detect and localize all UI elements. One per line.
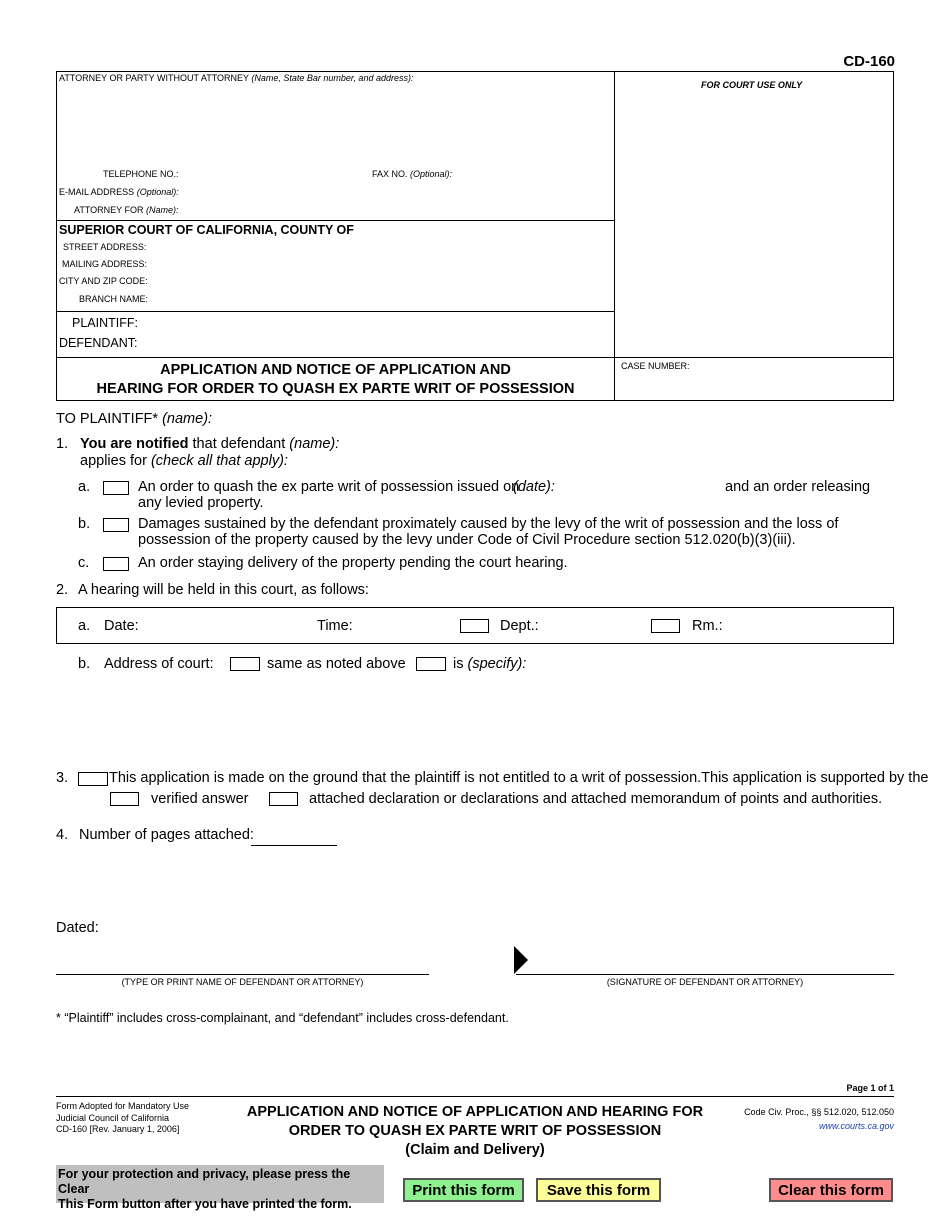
footnote: * “Plaintiff” includes cross-complainant, and “defendant” includes cross-defendant. bbox=[56, 1011, 509, 1025]
item1c-label: c. bbox=[78, 555, 90, 571]
item3-num: 3. bbox=[56, 770, 69, 786]
attorney-label: ATTORNEY OR PARTY WITHOUT ATTORNEY (Name, State Bar number, and address): bbox=[59, 73, 414, 83]
code-block: Code Civ. Proc., §§ 512.020, 512.050 www.courts.ca.gov bbox=[744, 1107, 894, 1131]
case-number-label: CASE NUMBER: bbox=[621, 361, 690, 371]
city-label: CITY AND ZIP CODE: bbox=[59, 276, 148, 286]
item1b-line1: Damages sustained by the defendant proximately caused by the levy of the writ of possession and the loss of bbox=[138, 516, 839, 532]
declarations-checkbox[interactable] bbox=[269, 792, 298, 806]
hearing-date-label: Date: bbox=[104, 618, 139, 634]
item1a-date-label: (date): bbox=[513, 479, 555, 495]
item3-checkbox[interactable] bbox=[78, 772, 108, 786]
dept-checkbox[interactable] bbox=[460, 619, 489, 633]
item4-text: Number of pages attached: bbox=[79, 827, 254, 843]
branch-label: BRANCH NAME: bbox=[79, 294, 149, 304]
attorney-for-label: ATTORNEY FOR (Name): bbox=[74, 205, 179, 215]
verified-answer-label: verified answer bbox=[151, 791, 249, 807]
caption-title: APPLICATION AND NOTICE OF APPLICATION AND HEARING FOR ORDER TO QUASH EX PARTE WRIT OF POSSESSION bbox=[96, 362, 575, 397]
court-use-label: FOR COURT USE ONLY bbox=[701, 80, 803, 90]
same-as-above-checkbox[interactable] bbox=[230, 657, 260, 671]
pages-attached-field[interactable] bbox=[251, 845, 337, 846]
dated-label: Dated: bbox=[56, 920, 99, 936]
item1-text: You are notified that defendant (name): bbox=[80, 436, 340, 452]
same-as-above-label: same as noted above bbox=[267, 656, 406, 672]
save-button[interactable]: Save this form bbox=[536, 1178, 661, 1202]
website-link[interactable]: www.courts.ca.gov bbox=[818, 1121, 894, 1131]
hearing-rm-label: Rm.: bbox=[692, 618, 723, 634]
declarations-label: attached declaration or declarations and attached memorandum of points and authorities. bbox=[309, 791, 883, 807]
specify-label: is (specify): bbox=[453, 656, 527, 672]
verified-answer-checkbox[interactable] bbox=[110, 792, 139, 806]
print-button[interactable]: Print this form bbox=[403, 1178, 524, 1202]
item1b-line2: possession of the property caused by the levy under Code of Civil Procedure section 512.020(b)(3)(iii). bbox=[138, 532, 796, 548]
item4-num: 4. bbox=[56, 827, 69, 843]
signature-line[interactable] bbox=[516, 974, 894, 975]
court-title: SUPERIOR COURT OF CALIFORNIA, COUNTY OF bbox=[59, 223, 354, 237]
item1a-checkbox[interactable] bbox=[103, 481, 129, 495]
mailing-label: MAILING ADDRESS: bbox=[62, 259, 148, 269]
item3-line1: This application is made on the ground that the plaintiff is not entitled to a writ of possession.This application is supported by the bbox=[109, 770, 929, 786]
caption-box bbox=[56, 71, 894, 401]
page-number: Page 1 of 1 bbox=[846, 1083, 894, 1093]
item1-num: 1. bbox=[56, 436, 69, 452]
street-label: STREET ADDRESS: bbox=[63, 242, 147, 252]
hearing-b-label: b. bbox=[78, 656, 91, 672]
item1b-label: b. bbox=[78, 516, 91, 532]
signature-caption: (SIGNATURE OF DEFENDANT OR ATTORNEY) bbox=[606, 977, 804, 987]
item2-text: A hearing will be held in this court, as follows: bbox=[78, 582, 369, 598]
item1-line2: applies for (check all that apply): bbox=[80, 453, 288, 469]
item2-num: 2. bbox=[56, 582, 69, 598]
item1a-text: An order to quash the ex parte writ of possession issued on bbox=[138, 479, 520, 495]
item1a-tail: and an order releasing bbox=[725, 479, 871, 495]
hearing-time-label: Time: bbox=[317, 618, 353, 634]
form-id: CD-160 bbox=[843, 53, 895, 70]
item1a-line2: any levied property. bbox=[138, 495, 264, 511]
adopted-block: Form Adopted for Mandatory Use Judicial Council of California CD-160 [Rev. January 1, 2006] bbox=[56, 1101, 190, 1134]
specify-checkbox[interactable] bbox=[416, 657, 446, 671]
defendant-label: DEFENDANT: bbox=[59, 336, 138, 350]
plaintiff-label: PLAINTIFF: bbox=[72, 316, 138, 330]
name-caption: (TYPE OR PRINT NAME OF DEFENDANT OR ATTORNEY) bbox=[121, 977, 364, 987]
item1c-text: An order staying delivery of the property pending the court hearing. bbox=[138, 555, 568, 571]
hearing-a-label: a. bbox=[78, 618, 91, 634]
hearing-dept-label: Dept.: bbox=[500, 618, 539, 634]
email-label: E-MAIL ADDRESS (Optional): bbox=[59, 187, 179, 197]
rm-checkbox[interactable] bbox=[651, 619, 680, 633]
fax-label: FAX NO. (Optional): bbox=[372, 169, 453, 179]
clear-button[interactable]: Clear this form bbox=[769, 1178, 893, 1202]
item1b-checkbox[interactable] bbox=[103, 518, 129, 532]
privacy-notice: For your protection and privacy, please press the Clear This Form button after you have printed the form. bbox=[56, 1165, 384, 1203]
item1a-label: a. bbox=[78, 479, 91, 495]
signature-arrow-icon bbox=[514, 946, 530, 974]
name-line[interactable] bbox=[56, 974, 429, 975]
item1c-checkbox[interactable] bbox=[103, 557, 129, 571]
footer-title: APPLICATION AND NOTICE OF APPLICATION AND HEARING FOR ORDER TO QUASH EX PARTE WRIT OF POSSESSION (Claim and Delivery) bbox=[246, 1104, 704, 1158]
address-label: Address of court: bbox=[104, 656, 214, 672]
footer-rule bbox=[56, 1096, 894, 1097]
to-plaintiff: TO PLAINTIFF* (name): bbox=[56, 411, 213, 427]
telephone-label: TELEPHONE NO.: bbox=[103, 169, 179, 179]
